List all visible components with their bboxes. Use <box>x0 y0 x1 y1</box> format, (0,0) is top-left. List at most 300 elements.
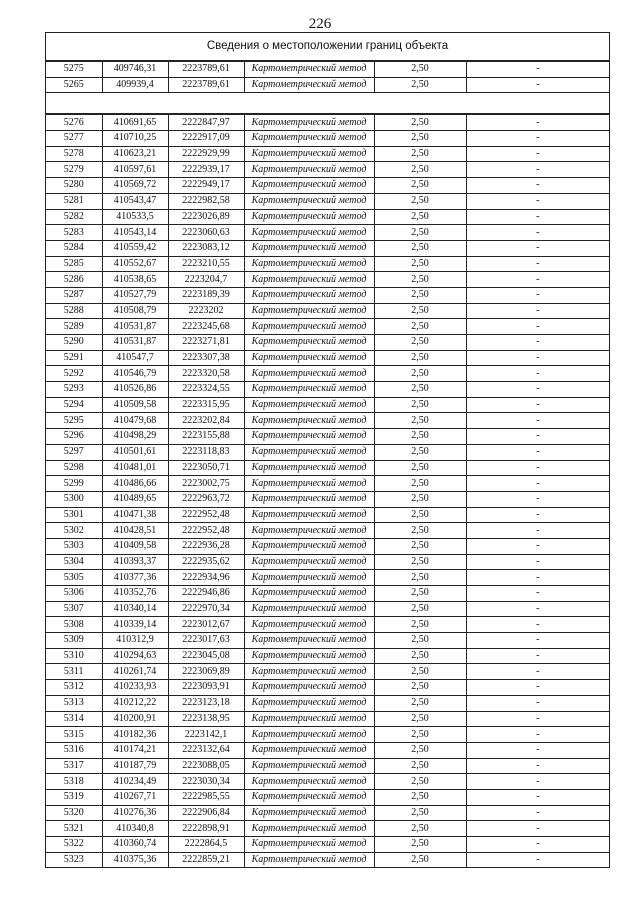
point-number: 5323 <box>46 852 102 868</box>
note-cell: - <box>466 256 609 272</box>
coord-y: 2223789,61 <box>168 62 244 78</box>
coord-x: 410393,37 <box>102 554 168 570</box>
precision-cell: 2,50 <box>374 131 466 147</box>
method-cell: Картометрический метод <box>244 240 374 256</box>
coord-y: 2223271,81 <box>168 335 244 351</box>
note-cell: - <box>466 209 609 225</box>
point-number: 5275 <box>46 62 102 78</box>
point-number: 5298 <box>46 460 102 476</box>
method-cell: Картометрический метод <box>244 476 374 492</box>
coordinates-table <box>46 114 609 868</box>
coord-x: 410552,67 <box>102 256 168 272</box>
point-number: 5293 <box>46 382 102 398</box>
table-row <box>46 131 609 147</box>
table-row <box>46 209 609 225</box>
point-number: 5301 <box>46 507 102 523</box>
method-cell: Картометрический метод <box>244 507 374 523</box>
point-number: 5276 <box>46 115 102 131</box>
coord-x: 410543,47 <box>102 193 168 209</box>
point-number: 5310 <box>46 648 102 664</box>
coord-y: 2223245,68 <box>168 319 244 335</box>
method-cell: Картометрический метод <box>244 303 374 319</box>
coord-x: 410546,79 <box>102 366 168 382</box>
method-cell: Картометрический метод <box>244 162 374 178</box>
coord-y: 2223118,83 <box>168 444 244 460</box>
point-number: 5265 <box>46 77 102 93</box>
note-cell: - <box>466 413 609 429</box>
table-row <box>46 837 609 853</box>
coord-y: 2222864,5 <box>168 837 244 853</box>
method-cell: Картометрический метод <box>244 586 374 602</box>
coord-x: 410481,01 <box>102 460 168 476</box>
method-cell: Картометрический метод <box>244 319 374 335</box>
coord-y: 2222917,09 <box>168 131 244 147</box>
note-cell: - <box>466 554 609 570</box>
note-cell: - <box>466 429 609 445</box>
precision-cell: 2,50 <box>374 77 466 93</box>
method-cell: Картометрический метод <box>244 366 374 382</box>
point-number: 5318 <box>46 774 102 790</box>
coord-x: 410267,71 <box>102 789 168 805</box>
note-cell: - <box>466 617 609 633</box>
point-number: 5320 <box>46 805 102 821</box>
note-cell: - <box>466 538 609 554</box>
table-row <box>46 225 609 241</box>
point-number: 5297 <box>46 444 102 460</box>
coord-x: 410428,51 <box>102 523 168 539</box>
precision-cell: 2,50 <box>374 491 466 507</box>
precision-cell: 2,50 <box>374 303 466 319</box>
coord-y: 2222929,99 <box>168 146 244 162</box>
method-cell: Картометрический метод <box>244 789 374 805</box>
method-cell: Картометрический метод <box>244 146 374 162</box>
coord-x: 410538,65 <box>102 272 168 288</box>
method-cell: Картометрический метод <box>244 805 374 821</box>
coord-x: 410623,21 <box>102 146 168 162</box>
precision-cell: 2,50 <box>374 633 466 649</box>
precision-cell: 2,50 <box>374 664 466 680</box>
table-row <box>46 680 609 696</box>
note-cell: - <box>466 727 609 743</box>
table-row <box>46 366 609 382</box>
precision-cell: 2,50 <box>374 382 466 398</box>
coord-y: 2223026,89 <box>168 209 244 225</box>
coord-y: 2223204,7 <box>168 272 244 288</box>
precision-cell: 2,50 <box>374 837 466 853</box>
precision-cell: 2,50 <box>374 538 466 554</box>
coord-x: 410234,49 <box>102 774 168 790</box>
point-number: 5286 <box>46 272 102 288</box>
table-gap <box>46 93 609 114</box>
note-cell: - <box>466 648 609 664</box>
coord-y: 2223202,84 <box>168 413 244 429</box>
table-row <box>46 382 609 398</box>
precision-cell: 2,50 <box>374 805 466 821</box>
table-row <box>46 350 609 366</box>
precision-cell: 2,50 <box>374 774 466 790</box>
coord-x: 410501,61 <box>102 444 168 460</box>
precision-cell: 2,50 <box>374 680 466 696</box>
table-row <box>46 586 609 602</box>
table-row <box>46 789 609 805</box>
table-row <box>46 319 609 335</box>
note-cell: - <box>466 586 609 602</box>
coord-y: 2222970,34 <box>168 601 244 617</box>
note-cell: - <box>466 805 609 821</box>
coord-x: 410261,74 <box>102 664 168 680</box>
page-number: 226 <box>308 16 332 32</box>
precision-cell: 2,50 <box>374 727 466 743</box>
note-cell: - <box>466 146 609 162</box>
table-row <box>46 507 609 523</box>
coord-x: 410509,58 <box>102 397 168 413</box>
point-number: 5291 <box>46 350 102 366</box>
method-cell: Картометрический метод <box>244 77 374 93</box>
coord-y: 2222939,17 <box>168 162 244 178</box>
coord-x: 410294,63 <box>102 648 168 664</box>
note-cell: - <box>466 319 609 335</box>
coord-y: 2222982,58 <box>168 193 244 209</box>
point-number: 5278 <box>46 146 102 162</box>
coord-x: 410377,36 <box>102 570 168 586</box>
precision-cell: 2,50 <box>374 586 466 602</box>
note-cell: - <box>466 476 609 492</box>
coord-y: 2222859,21 <box>168 852 244 868</box>
table-row <box>46 664 609 680</box>
coord-x: 410174,21 <box>102 742 168 758</box>
table-row <box>46 727 609 743</box>
point-number: 5302 <box>46 523 102 539</box>
precision-cell: 2,50 <box>374 711 466 727</box>
coord-x: 410527,79 <box>102 287 168 303</box>
precision-cell: 2,50 <box>374 319 466 335</box>
method-cell: Картометрический метод <box>244 538 374 554</box>
precision-cell: 2,50 <box>374 287 466 303</box>
coord-x: 410508,79 <box>102 303 168 319</box>
table-row <box>46 256 609 272</box>
note-cell: - <box>466 664 609 680</box>
point-number: 5312 <box>46 680 102 696</box>
point-number: 5317 <box>46 758 102 774</box>
table-row <box>46 554 609 570</box>
coord-x: 410340,14 <box>102 601 168 617</box>
point-number: 5299 <box>46 476 102 492</box>
table-row <box>46 303 609 319</box>
point-number: 5303 <box>46 538 102 554</box>
point-number: 5300 <box>46 491 102 507</box>
point-number: 5279 <box>46 162 102 178</box>
method-cell: Картометрический метод <box>244 758 374 774</box>
precision-cell: 2,50 <box>374 476 466 492</box>
precision-cell: 2,50 <box>374 240 466 256</box>
coord-y: 2223083,12 <box>168 240 244 256</box>
point-number: 5309 <box>46 633 102 649</box>
method-cell: Картометрический метод <box>244 62 374 78</box>
coord-y: 2222946,86 <box>168 586 244 602</box>
point-number: 5321 <box>46 821 102 837</box>
method-cell: Картометрический метод <box>244 852 374 868</box>
method-cell: Картометрический метод <box>244 225 374 241</box>
point-number: 5289 <box>46 319 102 335</box>
coord-y: 2223307,38 <box>168 350 244 366</box>
table-row <box>46 287 609 303</box>
table-row <box>46 821 609 837</box>
coord-y: 2223123,18 <box>168 695 244 711</box>
note-cell: - <box>466 758 609 774</box>
table-row <box>46 742 609 758</box>
method-cell: Картометрический метод <box>244 570 374 586</box>
note-cell: - <box>466 303 609 319</box>
method-cell: Картометрический метод <box>244 648 374 664</box>
coord-y: 2223155,88 <box>168 429 244 445</box>
note-cell: - <box>466 240 609 256</box>
method-cell: Картометрический метод <box>244 272 374 288</box>
note-cell: - <box>466 680 609 696</box>
table-row <box>46 413 609 429</box>
precision-cell: 2,50 <box>374 444 466 460</box>
precision-cell: 2,50 <box>374 62 466 78</box>
method-cell: Картометрический метод <box>244 413 374 429</box>
table-row <box>46 77 609 93</box>
point-number: 5308 <box>46 617 102 633</box>
precision-cell: 2,50 <box>374 413 466 429</box>
coord-y: 2222934,96 <box>168 570 244 586</box>
point-number: 5290 <box>46 335 102 351</box>
note-cell: - <box>466 742 609 758</box>
point-number: 5311 <box>46 664 102 680</box>
coord-x: 410498,29 <box>102 429 168 445</box>
coord-x: 410691,65 <box>102 115 168 131</box>
method-cell: Картометрический метод <box>244 256 374 272</box>
coord-y: 2223189,39 <box>168 287 244 303</box>
precision-cell: 2,50 <box>374 789 466 805</box>
coord-y: 2223088,05 <box>168 758 244 774</box>
method-cell: Картометрический метод <box>244 774 374 790</box>
note-cell: - <box>466 77 609 93</box>
coord-x: 410352,76 <box>102 586 168 602</box>
method-cell: Картометрический метод <box>244 193 374 209</box>
note-cell: - <box>466 115 609 131</box>
precision-cell: 2,50 <box>374 554 466 570</box>
table-row <box>46 115 609 131</box>
point-number: 5283 <box>46 225 102 241</box>
precision-cell: 2,50 <box>374 852 466 868</box>
precision-cell: 2,50 <box>374 335 466 351</box>
table-row <box>46 444 609 460</box>
note-cell: - <box>466 837 609 853</box>
coord-x: 410233,93 <box>102 680 168 696</box>
coord-y: 2223789,61 <box>168 77 244 93</box>
method-cell: Картометрический метод <box>244 711 374 727</box>
table-row <box>46 695 609 711</box>
method-cell: Картометрический метод <box>244 287 374 303</box>
coord-y: 2223138,95 <box>168 711 244 727</box>
precision-cell: 2,50 <box>374 648 466 664</box>
method-cell: Картометрический метод <box>244 680 374 696</box>
coord-y: 2223069,89 <box>168 664 244 680</box>
coord-x: 410312,9 <box>102 633 168 649</box>
coord-x: 410479,68 <box>102 413 168 429</box>
note-cell: - <box>466 287 609 303</box>
coord-y: 2222935,62 <box>168 554 244 570</box>
method-cell: Картометрический метод <box>244 727 374 743</box>
table-row <box>46 538 609 554</box>
coord-y: 2223142,1 <box>168 727 244 743</box>
table-row <box>46 272 609 288</box>
method-cell: Картометрический метод <box>244 601 374 617</box>
coord-x: 410559,42 <box>102 240 168 256</box>
coord-y: 2223030,34 <box>168 774 244 790</box>
note-cell: - <box>466 711 609 727</box>
coord-y: 2222952,48 <box>168 507 244 523</box>
precision-cell: 2,50 <box>374 366 466 382</box>
note-cell: - <box>466 601 609 617</box>
precision-cell: 2,50 <box>374 523 466 539</box>
coord-x: 410547,7 <box>102 350 168 366</box>
method-cell: Картометрический метод <box>244 617 374 633</box>
point-number: 5305 <box>46 570 102 586</box>
method-cell: Картометрический метод <box>244 444 374 460</box>
precision-cell: 2,50 <box>374 256 466 272</box>
point-number: 5304 <box>46 554 102 570</box>
precision-cell: 2,50 <box>374 695 466 711</box>
coordinates-sheet <box>45 32 610 868</box>
coord-x: 410543,14 <box>102 225 168 241</box>
method-cell: Картометрический метод <box>244 397 374 413</box>
point-number: 5313 <box>46 695 102 711</box>
point-number: 5285 <box>46 256 102 272</box>
method-cell: Картометрический метод <box>244 554 374 570</box>
precision-cell: 2,50 <box>374 146 466 162</box>
coord-y: 2222936,28 <box>168 538 244 554</box>
coord-x: 409939,4 <box>102 77 168 93</box>
coord-x: 410531,87 <box>102 319 168 335</box>
note-cell: - <box>466 523 609 539</box>
coord-y: 2223202 <box>168 303 244 319</box>
coord-x: 410182,36 <box>102 727 168 743</box>
point-number: 5322 <box>46 837 102 853</box>
coord-y: 2223093,91 <box>168 680 244 696</box>
method-cell: Картометрический метод <box>244 491 374 507</box>
precision-cell: 2,50 <box>374 162 466 178</box>
note-cell: - <box>466 570 609 586</box>
coord-y: 2222985,55 <box>168 789 244 805</box>
precision-cell: 2,50 <box>374 429 466 445</box>
table-row <box>46 617 609 633</box>
note-cell: - <box>466 507 609 523</box>
note-cell: - <box>466 789 609 805</box>
note-cell: - <box>466 821 609 837</box>
point-number: 5307 <box>46 601 102 617</box>
coord-x: 410533,5 <box>102 209 168 225</box>
precision-cell: 2,50 <box>374 507 466 523</box>
coord-y: 2223045,08 <box>168 648 244 664</box>
method-cell: Картометрический метод <box>244 382 374 398</box>
note-cell: - <box>466 366 609 382</box>
coord-x: 410360,74 <box>102 837 168 853</box>
method-cell: Картометрический метод <box>244 742 374 758</box>
precision-cell: 2,50 <box>374 193 466 209</box>
point-number: 5281 <box>46 193 102 209</box>
table-row <box>46 491 609 507</box>
note-cell: - <box>466 131 609 147</box>
precision-cell: 2,50 <box>374 460 466 476</box>
method-cell: Картометрический метод <box>244 178 374 194</box>
method-cell: Картометрический метод <box>244 523 374 539</box>
precision-cell: 2,50 <box>374 601 466 617</box>
coord-x: 410375,36 <box>102 852 168 868</box>
table-row <box>46 476 609 492</box>
table-row <box>46 193 609 209</box>
note-cell: - <box>466 272 609 288</box>
coord-x: 410526,86 <box>102 382 168 398</box>
table-row <box>46 335 609 351</box>
coord-x: 410187,79 <box>102 758 168 774</box>
coord-x: 410212,22 <box>102 695 168 711</box>
note-cell: - <box>466 162 609 178</box>
table-row <box>46 397 609 413</box>
table-row <box>46 429 609 445</box>
note-cell: - <box>466 774 609 790</box>
precision-cell: 2,50 <box>374 397 466 413</box>
method-cell: Картометрический метод <box>244 335 374 351</box>
coord-x: 410339,14 <box>102 617 168 633</box>
point-number: 5306 <box>46 586 102 602</box>
coord-y: 2223132,64 <box>168 742 244 758</box>
table-row <box>46 460 609 476</box>
method-cell: Картометрический метод <box>244 664 374 680</box>
note-cell: - <box>466 62 609 78</box>
method-cell: Картометрический метод <box>244 633 374 649</box>
precision-cell: 2,50 <box>374 115 466 131</box>
point-number: 5296 <box>46 429 102 445</box>
point-number: 5287 <box>46 287 102 303</box>
note-cell: - <box>466 444 609 460</box>
method-cell: Картометрический метод <box>244 429 374 445</box>
coord-x: 410531,87 <box>102 335 168 351</box>
note-cell: - <box>466 852 609 868</box>
table-row <box>46 240 609 256</box>
coord-x: 410340,8 <box>102 821 168 837</box>
note-cell: - <box>466 633 609 649</box>
coord-x: 410489,65 <box>102 491 168 507</box>
table-row <box>46 162 609 178</box>
point-number: 5319 <box>46 789 102 805</box>
coord-y: 2223320,58 <box>168 366 244 382</box>
table-row <box>46 146 609 162</box>
coord-y: 2222906,84 <box>168 805 244 821</box>
coord-x: 410597,61 <box>102 162 168 178</box>
note-cell: - <box>466 695 609 711</box>
table-title: Сведения о местоположении границ объекта <box>46 33 609 61</box>
note-cell: - <box>466 193 609 209</box>
precision-cell: 2,50 <box>374 570 466 586</box>
coord-x: 410471,38 <box>102 507 168 523</box>
coord-y: 2222952,48 <box>168 523 244 539</box>
point-number: 5284 <box>46 240 102 256</box>
note-cell: - <box>466 382 609 398</box>
coord-y: 2222898,91 <box>168 821 244 837</box>
table-row <box>46 805 609 821</box>
coord-x: 410200,91 <box>102 711 168 727</box>
coord-x: 410409,58 <box>102 538 168 554</box>
note-cell: - <box>466 460 609 476</box>
coord-x: 409746,31 <box>102 62 168 78</box>
point-number: 5288 <box>46 303 102 319</box>
method-cell: Картометрический метод <box>244 350 374 366</box>
coord-y: 2223324,55 <box>168 382 244 398</box>
method-cell: Картометрический метод <box>244 821 374 837</box>
